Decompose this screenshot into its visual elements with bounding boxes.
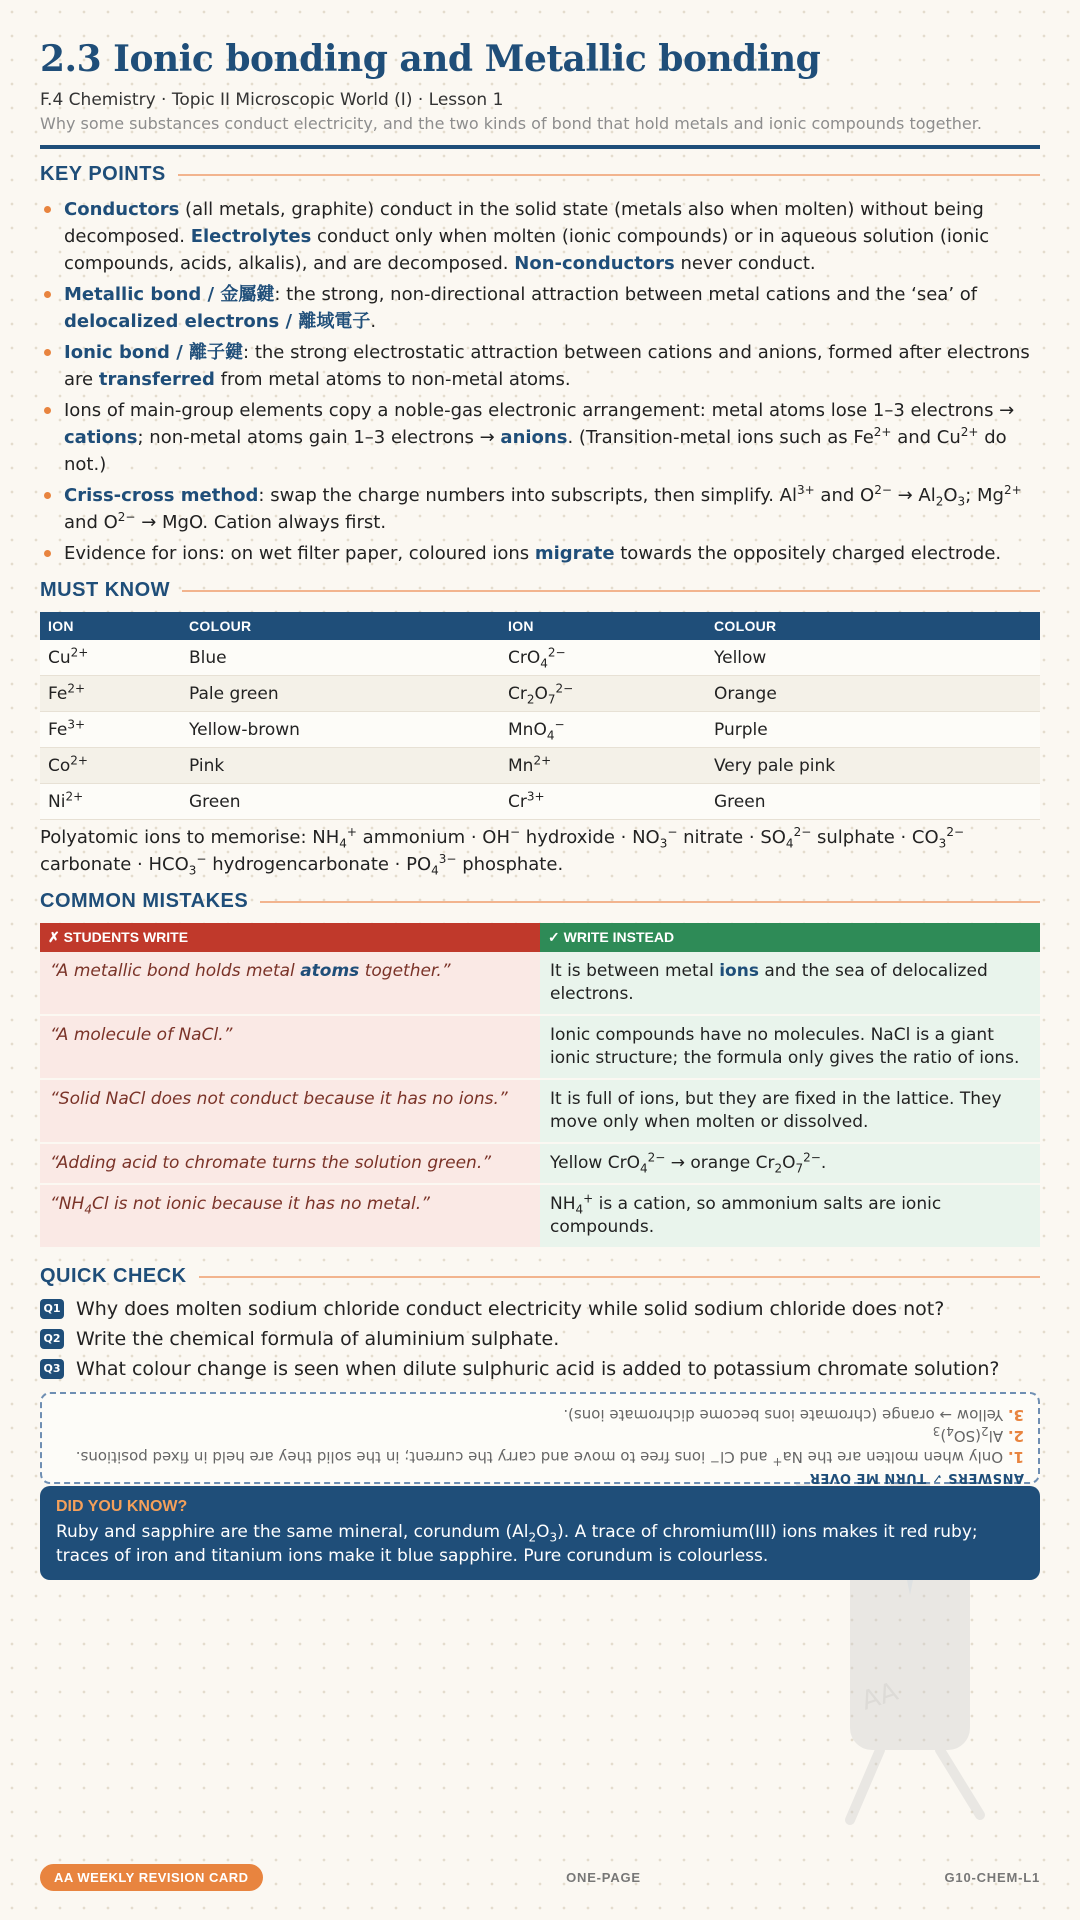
separator: / (169, 342, 190, 363)
ion-symbol: Mn (508, 755, 534, 776)
term-migrate: migrate (534, 543, 615, 564)
subscript: 3 (957, 494, 966, 509)
charge: 2+ (960, 425, 979, 439)
charge: 3+ (67, 716, 86, 731)
charge: 2+ (70, 752, 88, 767)
section-common-mistakes (40, 890, 1040, 913)
ion-cell (40, 784, 181, 820)
emphasis: ions (719, 961, 759, 981)
text: and O (814, 485, 875, 506)
colour-cell: Blue (181, 640, 500, 676)
question-text: Why does molten sodium chloride conduct electricity while solid sodium chloride does not? (76, 1298, 945, 1320)
ion-cell (40, 676, 181, 712)
charge: 3+ (797, 483, 815, 497)
charge: 2+ (1003, 483, 1022, 497)
ion-symbol: Co (48, 755, 71, 776)
separator: / (201, 284, 221, 305)
charge: 2− (874, 483, 892, 497)
text: towards the oppositely charged electrode. (614, 543, 1002, 564)
text: Evidence for ions: on wet filter paper, coloured ions (64, 543, 535, 564)
text: Yellow CrO (550, 1153, 640, 1173)
ion-cell (500, 712, 706, 748)
text: O (943, 485, 958, 506)
text: Ruby and sapphire are the same mineral, corundum (Al (56, 1522, 529, 1542)
answer-number: 1. (1007, 1448, 1024, 1466)
ion-cell (40, 640, 181, 676)
did-you-know-box (40, 1486, 1040, 1580)
charge: − (709, 1455, 721, 1469)
mistake-cell (40, 1184, 540, 1248)
column-header: COLOUR (181, 612, 500, 640)
revision-card (40, 0, 1040, 1580)
subscript: 4 (946, 1424, 954, 1438)
text: do not.) (64, 427, 1007, 475)
section-heading: QUICK CHECK (40, 1265, 187, 1287)
table-row (40, 712, 1040, 748)
charge: 2− (803, 1150, 821, 1165)
footer-code: G10-CHEM-L1 (944, 1870, 1040, 1885)
text: : the strong electrostatic attraction between cations and anions, formed after electrons are (64, 342, 1030, 390)
table-row (40, 952, 1040, 1015)
subscript: 4 (540, 655, 548, 670)
mistake-cell: “A molecule of NaCl.” (40, 1015, 540, 1079)
ion-symbol: Cr (508, 683, 527, 704)
charge: 2+ (533, 752, 552, 767)
text: O (536, 1522, 550, 1542)
footer (40, 1864, 1040, 1891)
footer-middle-label: ONE-PAGE (566, 1870, 641, 1885)
ion-symbol: Ni (48, 791, 66, 812)
mistake-cell: “Solid NaCl does not conduct because it has no ions.” (40, 1079, 540, 1143)
text: “NH (50, 1194, 85, 1214)
answer-number: 2. (1007, 1427, 1024, 1445)
answer-2 (56, 1425, 1024, 1446)
correction-cell (540, 952, 1040, 1015)
key-point-noble-gas (40, 397, 1040, 478)
text: and Cu (891, 427, 961, 448)
subscript: 3 (549, 1530, 558, 1545)
mistake-cell (40, 952, 540, 1015)
term-criss-cross: Criss-cross method (64, 485, 259, 506)
ion-symbol: O (534, 683, 548, 704)
charge: − (554, 716, 565, 731)
text: It is between metal (550, 961, 720, 981)
text: nitrate · SO (677, 827, 786, 848)
text: is a cation, so ammonium salts are ionic compounds. (550, 1194, 942, 1237)
term-electrolytes: Electrolytes (190, 226, 312, 247)
colour-cell: Green (181, 784, 500, 820)
page-subtitle: F.4 Chemistry · Topic II Microscopic World (I) · Lesson 1 (40, 90, 504, 110)
text: ) (940, 1427, 947, 1445)
charge: 2− (117, 510, 136, 524)
term-ionic-bond: Ionic bond (64, 342, 170, 363)
text: (all metals, graphite) conduct in the solid state (metals also when molten) without being decomposed. (64, 199, 984, 247)
mascot-label: AA (857, 1676, 902, 1717)
section-must-know (40, 579, 1040, 602)
mascot-left-leg (850, 1750, 880, 1820)
text: O (782, 1153, 796, 1173)
text: → MgO. Cation always first. (135, 512, 387, 533)
charge: + (772, 1455, 783, 1469)
text: conduct only when molten (ionic compounds) or in aqueous solution (ionic compounds, acids, alkalis), and are decomposed. (64, 226, 990, 274)
answer-number: 3. (1007, 1406, 1024, 1424)
text: and O (64, 512, 118, 533)
subscript: 7 (547, 691, 556, 706)
term-chinese: 離域電子 (298, 311, 371, 332)
answer-1 (56, 1446, 1024, 1467)
table-header-row (40, 923, 1040, 952)
term-chinese: 離子鍵 (189, 342, 244, 363)
page-title: 2.3 Ionic bonding and Metallic bonding (40, 38, 821, 80)
term-cations: cations (64, 427, 138, 448)
column-header: COLOUR (706, 612, 1040, 640)
text: ammonium · OH (356, 827, 511, 848)
table-row (40, 640, 1040, 676)
charge: + (583, 1191, 594, 1206)
colour-cell: Yellow (706, 640, 1040, 676)
correction-cell (540, 1143, 1040, 1184)
text: sulphate · CO (811, 827, 939, 848)
charge: + (346, 825, 357, 839)
colour-cell: Very pale pink (706, 748, 1040, 784)
ion-cell (40, 712, 181, 748)
table-row (40, 1143, 1040, 1184)
write-instead-header: ✓ WRITE INSTEAD (540, 923, 1040, 952)
charge: 2+ (873, 425, 892, 439)
colour-cell: Pink (181, 748, 500, 784)
column-header: ION (500, 612, 706, 640)
section-divider (260, 901, 1040, 903)
key-point-ionic-bond (40, 339, 1040, 393)
key-point-conductors (40, 196, 1040, 277)
text: Polyatomic ions to memorise: NH (40, 827, 340, 848)
text: Ions of main-group elements copy a noble-gas electronic arrangement: metal atoms lose 1–3 electrons → (64, 400, 1015, 421)
ion-symbol: Cr (508, 791, 527, 812)
ion-symbol: Fe (48, 683, 68, 704)
section-heading: MUST KNOW (40, 579, 171, 601)
subscript: 3 (659, 836, 668, 851)
text: → Al (891, 485, 936, 506)
text: ; Mg (965, 485, 1004, 506)
table-row (40, 676, 1040, 712)
text: together.” (359, 961, 451, 981)
question-badge: Q1 (40, 1299, 64, 1319)
mistake-cell: “Adding acid to chromate turns the solution green.” (40, 1143, 540, 1184)
emphasis: atoms (300, 961, 360, 981)
colour-cell: Green (706, 784, 1040, 820)
text: NH (550, 1194, 576, 1214)
term-conductors: Conductors (64, 199, 180, 220)
subscript: 2 (935, 494, 944, 509)
section-key-points (40, 163, 1040, 186)
text: ; non-metal atoms gain 1–3 electrons → (137, 427, 501, 448)
text: . (820, 1153, 827, 1173)
question-text: Write the chemical formula of aluminium sulphate. (76, 1328, 560, 1350)
section-divider (178, 174, 1040, 176)
answers-heading: ANSWERS ✓ TURN ME OVER (809, 1470, 1024, 1485)
charge: 2− (647, 1150, 666, 1165)
footer-badge: AA WEEKLY REVISION CARD (40, 1864, 263, 1891)
upside-down-answers-box (40, 1392, 1040, 1484)
subscript: 2 (528, 1530, 537, 1545)
text: and the sea of delocalized electrons. (550, 961, 988, 1004)
text: Only when molten are the Na (782, 1448, 1008, 1466)
column-header: ION (40, 612, 181, 640)
text: Yellow → orange (chromate ions become dichromate ions). (563, 1406, 1008, 1424)
text: : swap the charge numbers into subscripts, then simplify. Al (258, 485, 797, 506)
text: . (Transition-metal ions such as Fe (567, 427, 874, 448)
key-points-list (40, 196, 1040, 567)
ion-cell (500, 748, 706, 784)
colour-cell: Yellow-brown (181, 712, 500, 748)
did-you-know-text (56, 1520, 1024, 1568)
table-header-row (40, 612, 1040, 640)
ion-symbol: Fe (48, 719, 68, 740)
ion-symbol: MnO (508, 719, 547, 740)
subscript: 2 (526, 691, 535, 706)
correction-cell: Ionic compounds have no molecules. NaCl is a giant ionic structure; the formula only gives the ratio of ions. (540, 1015, 1040, 1079)
text: “A metallic bond holds metal (50, 961, 301, 981)
colour-cell: Orange (706, 676, 1040, 712)
page-intro-note: Why some substances conduct electricity, and the two kinds of bond that hold metals and ionic compounds together. (40, 114, 982, 133)
term-delocalized-electrons: delocalized electrons (64, 311, 280, 332)
mistakes-table (40, 923, 1040, 1249)
quick-check-question (40, 1358, 1040, 1380)
did-you-know-heading: DID YOU KNOW? (56, 1498, 188, 1515)
section-divider (199, 1276, 1040, 1278)
charge: 3− (438, 852, 457, 866)
key-point-criss-cross (40, 482, 1040, 536)
ion-cell (40, 748, 181, 784)
question-badge: Q3 (40, 1359, 64, 1379)
section-heading: COMMON MISTAKES (40, 890, 249, 912)
correction-cell: It is full of ions, but they are fixed in the lattice. They move only when molten or dissolved. (540, 1079, 1040, 1143)
charge: − (196, 852, 207, 866)
subscript: 4 (785, 836, 794, 851)
answers-content (56, 1404, 1024, 1488)
term-non-conductors: Non-conductors (514, 253, 675, 274)
mascot-right-leg (940, 1750, 980, 1815)
charge: 2+ (70, 644, 89, 659)
section-quick-check (40, 1265, 1040, 1288)
charge: 3+ (526, 788, 545, 803)
text: (SO (953, 1427, 982, 1445)
subscript: 3 (932, 1424, 941, 1438)
text: hydrogencarbonate · PO (206, 854, 432, 875)
subscript: 2 (774, 1161, 783, 1176)
subscript: 4 (639, 1161, 648, 1176)
subscript: 4 (84, 1202, 92, 1217)
term-transferred: transferred (98, 369, 215, 390)
table-row (40, 1079, 1040, 1143)
subscript: 4 (339, 836, 347, 851)
subscript: 2 (981, 1424, 989, 1438)
question-badge: Q2 (40, 1329, 64, 1349)
text: Al (988, 1427, 1008, 1445)
polyatomic-ions-note (40, 824, 1040, 878)
key-point-metallic-bond (40, 281, 1040, 335)
text: never conduct. (674, 253, 816, 274)
text: . (370, 311, 377, 332)
charge: 2− (946, 825, 965, 839)
text: ions free to move and carry the current; in the solid they are held in fixed positions. (75, 1448, 710, 1466)
table-row (40, 748, 1040, 784)
ion-cell (500, 640, 706, 676)
term-metallic-bond: Metallic bond (64, 284, 202, 305)
table-row (40, 784, 1040, 820)
colour-cell: Purple (706, 712, 1040, 748)
text: and Cl (720, 1448, 773, 1466)
text: carbonate · HCO (40, 854, 189, 875)
text: hydroxide · NO (520, 827, 660, 848)
ion-symbol: CrO (508, 647, 541, 668)
answer-3 (56, 1404, 1024, 1425)
subscript: 3 (188, 863, 197, 878)
separator: / (279, 311, 299, 332)
question-text: What colour change is seen when dilute sulphuric acid is added to potassium chromate solution? (76, 1358, 1000, 1380)
text: : the strong, non-directional attraction between metal cations and the ‘sea’ of (274, 284, 978, 305)
subscript: 4 (546, 727, 555, 742)
title-divider (40, 145, 1040, 149)
subscript: 4 (431, 863, 439, 878)
quick-check-question (40, 1298, 1040, 1320)
ion-symbol: Cu (48, 647, 71, 668)
charge: − (667, 825, 678, 839)
charge: 2+ (67, 680, 86, 695)
subscript: 4 (575, 1202, 584, 1217)
correction-cell (540, 1184, 1040, 1248)
section-heading: KEY POINTS (40, 163, 166, 185)
ion-cell (500, 676, 706, 712)
text: phosphate. (456, 854, 564, 875)
charge: − (510, 825, 521, 839)
subscript: 7 (795, 1161, 804, 1176)
text: from metal atoms to non-metal atoms. (214, 369, 571, 390)
table-row (40, 1184, 1040, 1248)
section-divider (182, 590, 1040, 592)
ion-colour-table (40, 612, 1040, 820)
subscript: 3 (938, 836, 947, 851)
charge: 2− (555, 680, 574, 695)
table-row (40, 1015, 1040, 1079)
charge: 2− (547, 644, 566, 659)
key-point-evidence (40, 540, 1040, 567)
colour-cell: Pale green (181, 676, 500, 712)
students-write-header: ✗ STUDENTS WRITE (40, 923, 540, 952)
charge: 2− (793, 825, 812, 839)
quick-check-question (40, 1328, 1040, 1350)
text: Cl is not ionic because it has no metal.” (91, 1194, 430, 1214)
term-anions: anions (500, 427, 568, 448)
charge: 2+ (65, 788, 84, 803)
term-chinese: 金屬鍵 (220, 284, 275, 305)
text: ). A trace of chromium(III) ions makes it red ruby; traces of iron and titanium ions make it blue sapphire. Pure corundum is colourless. (56, 1522, 978, 1566)
ion-cell (500, 784, 706, 820)
text: → orange Cr (665, 1153, 775, 1173)
